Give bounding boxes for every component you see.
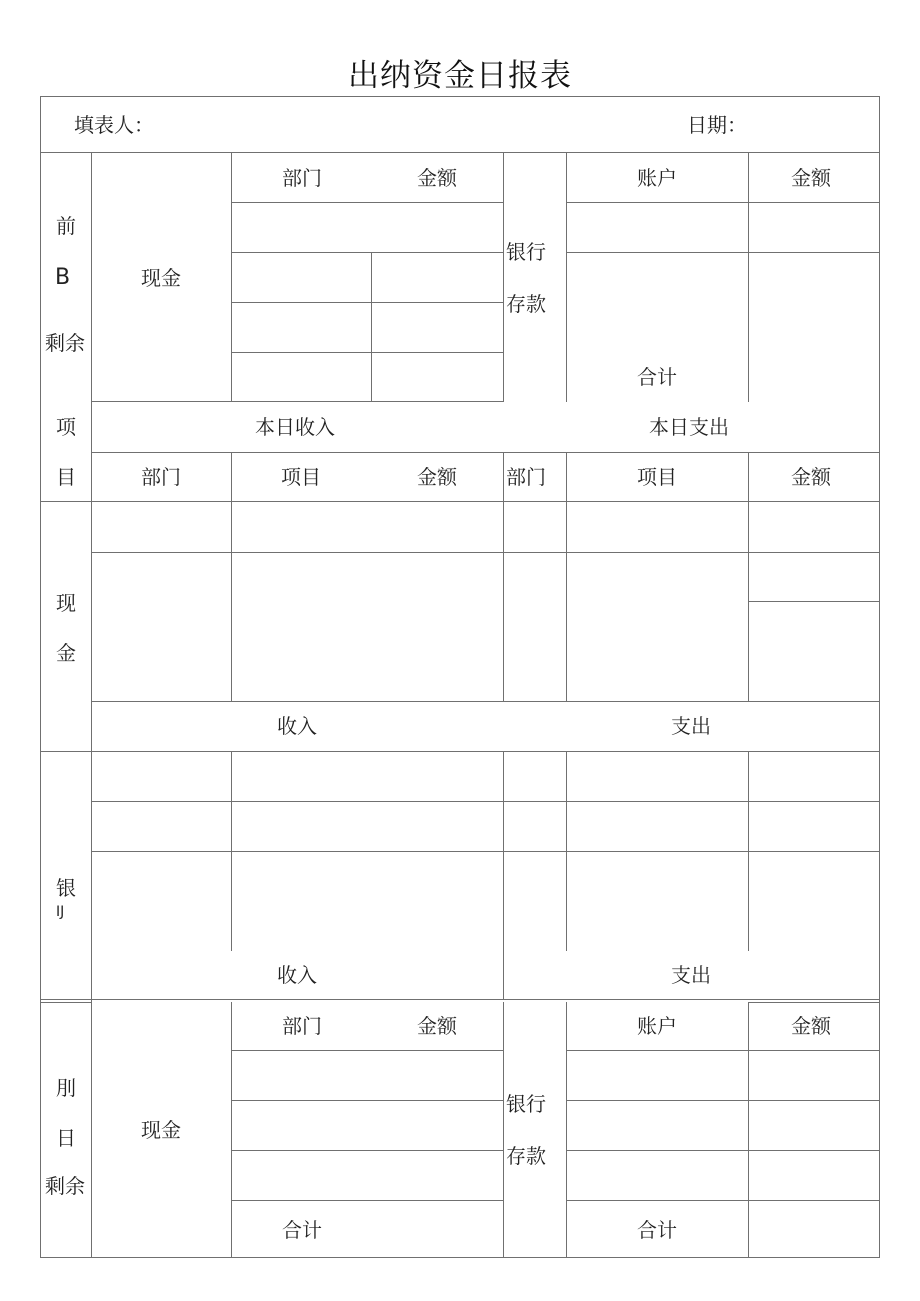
next-bank-total-label: 合计 [637, 1218, 677, 1242]
divider [40, 1002, 91, 1003]
divider [231, 152, 232, 402]
next-bank-label: 存款 [506, 1144, 546, 1168]
cash-side-label: 现 [56, 591, 76, 615]
divider [371, 252, 372, 402]
divider [566, 1050, 880, 1051]
cash-income-label: 收入 [277, 714, 317, 738]
divider [40, 751, 880, 752]
divider [91, 401, 503, 402]
divider [231, 352, 503, 353]
divider [231, 252, 503, 253]
divider [566, 1200, 880, 1201]
item-side-label: 项 [56, 415, 76, 439]
report-title: 出纳资金日报表 [348, 58, 572, 94]
bank-side-label: IJ [56, 904, 65, 920]
next-bank-label: 银行 [506, 1092, 546, 1116]
prev-cash-amount-header: 金额 [417, 166, 457, 190]
prev-bank-label: 银行 [506, 240, 546, 264]
income-dept-header: 部门 [141, 465, 181, 489]
divider [566, 1100, 880, 1101]
table-border-left [40, 96, 41, 1258]
cash-side-label: 金 [56, 641, 76, 665]
divider [566, 1150, 880, 1151]
divider [231, 1200, 503, 1201]
expense-item-header: 项目 [637, 465, 677, 489]
divider [748, 452, 749, 702]
divider [231, 452, 232, 702]
income-item-header: 项目 [281, 465, 321, 489]
table-border-right [879, 96, 880, 1258]
divider [231, 202, 503, 203]
table-border-top [40, 96, 880, 97]
divider [231, 1100, 503, 1101]
divider [503, 152, 504, 402]
date-label: 日期： [687, 113, 747, 137]
divider [503, 452, 504, 702]
divider [748, 751, 749, 951]
next-side-label: 剩余 [45, 1174, 85, 1198]
next-account-header: 账户 [637, 1014, 677, 1038]
divider [231, 1050, 503, 1051]
prev-side-label: B [55, 265, 71, 290]
divider [748, 1002, 880, 1003]
next-bank-amount-header: 金额 [791, 1014, 831, 1038]
cash-expense-label: 支出 [671, 714, 711, 738]
divider [748, 601, 880, 602]
divider [91, 701, 880, 702]
divider [566, 452, 567, 702]
divider [231, 751, 232, 951]
expense-amount-header: 金额 [791, 465, 831, 489]
prev-bank-total-label: 合计 [637, 365, 677, 389]
divider [40, 999, 880, 1000]
filler-label: 填表人： [74, 113, 154, 137]
prev-bank-amount-header: 金额 [791, 166, 831, 190]
prev-side-label: 剩余 [45, 331, 85, 355]
prev-cash-label: 现金 [141, 266, 181, 290]
next-side-label: 刖 [56, 1076, 76, 1100]
divider [91, 152, 92, 1258]
divider [91, 851, 880, 852]
prev-side-label: 前 [56, 214, 76, 238]
bank-side-label: 银 [56, 876, 76, 900]
divider [40, 152, 880, 153]
divider [231, 1002, 232, 1258]
prev-bank-label: 存款 [506, 292, 546, 316]
divider [566, 152, 567, 402]
divider [566, 751, 567, 951]
today-expense-header: 本日支出 [649, 415, 729, 439]
next-side-label: 日 [56, 1126, 76, 1150]
prev-cash-dept-header: 部门 [282, 166, 322, 190]
divider [503, 751, 504, 1000]
bank-income-label: 收入 [277, 963, 317, 987]
prev-account-header: 账户 [637, 166, 677, 190]
divider [748, 152, 749, 402]
divider [566, 202, 880, 203]
next-cash-dept-header: 部门 [282, 1014, 322, 1038]
divider [91, 552, 880, 553]
bank-expense-label: 支出 [671, 963, 711, 987]
divider [91, 452, 880, 453]
divider [40, 501, 880, 502]
divider [231, 302, 503, 303]
next-cash-amount-header: 金额 [417, 1014, 457, 1038]
table-border-bottom [40, 1257, 880, 1258]
divider [748, 1002, 749, 1258]
next-cash-total-label: 合计 [282, 1218, 322, 1242]
divider [231, 1150, 503, 1151]
divider [91, 801, 880, 802]
divider [503, 1002, 504, 1258]
divider [566, 252, 880, 253]
expense-dept-header: 部门 [506, 465, 546, 489]
next-cash-label: 现金 [141, 1118, 181, 1142]
item-side-label: 目 [56, 465, 76, 489]
today-income-header: 本日收入 [255, 415, 335, 439]
income-amount-header: 金额 [417, 465, 457, 489]
divider [566, 1002, 567, 1258]
